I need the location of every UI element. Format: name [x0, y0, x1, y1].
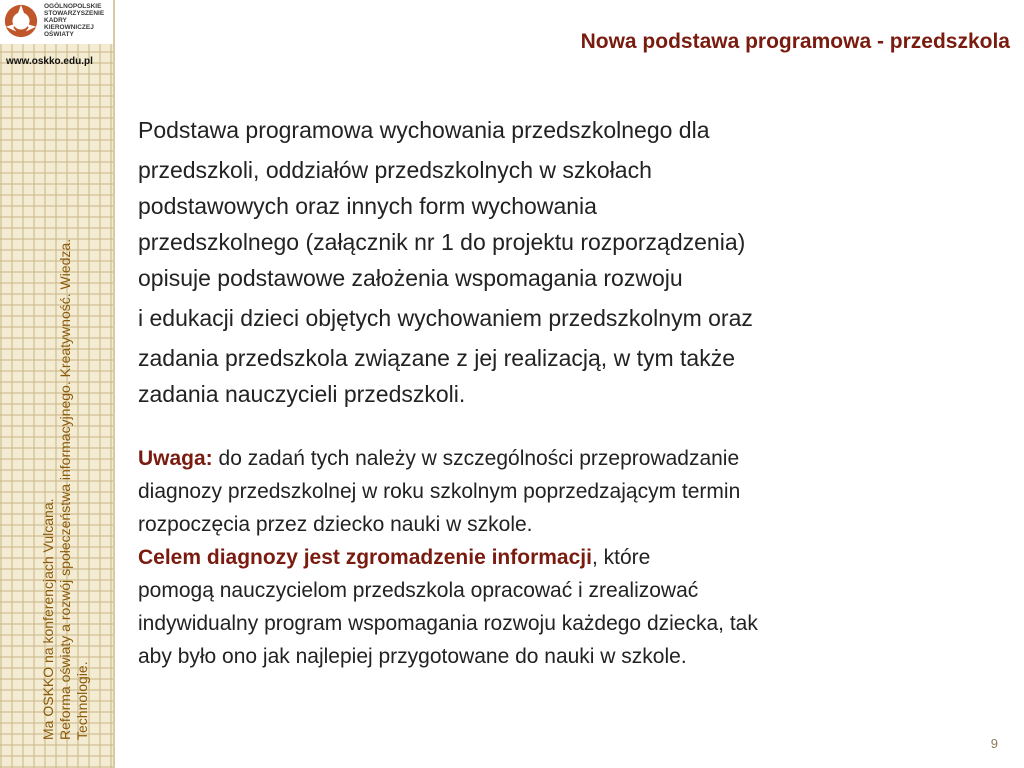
goal-line: aby było ono jak najlepiej przygotowane do nauki w szkole. — [138, 645, 687, 668]
website-link[interactable]: www.oskko.edu.pl — [6, 56, 93, 67]
caption-line: Reforma oświaty a rozwój społeczeństwa informacyjnego. Kreatywność. Wiedza. — [57, 238, 73, 740]
goal-line: pomogą nauczycielom przedszkola opracować i zrealizować — [138, 579, 699, 602]
slide-content — [138, 112, 998, 673]
paragraph-line: opisuje podstawowe założenia wspomagania rozwoju — [138, 265, 683, 291]
logo-line: KADRY — [44, 17, 67, 24]
logo-line: OGÓLNOPOLSKIE — [44, 3, 102, 10]
note-paragraph — [138, 442, 998, 673]
logo-text — [44, 3, 112, 38]
paragraph-line: podstawowych oraz innych form wychowania — [138, 193, 597, 219]
goal-bold-text: Celem diagnozy jest zgromadzenie informacji — [138, 546, 592, 569]
oskko-logo-icon — [2, 2, 40, 40]
note-label: Uwaga: — [138, 447, 213, 470]
goal-line: indywidualny program wspomagania rozwoju każdego dziecka, tak — [138, 612, 758, 635]
logo — [0, 0, 113, 44]
logo-line: STOWARZYSZENIE — [44, 10, 105, 17]
paragraph-line: Podstawa programowa wychowania przedszkolnego dla — [138, 117, 710, 143]
note-line — [138, 442, 998, 475]
logo-line: OŚWIATY — [44, 31, 74, 38]
note-line: diagnozy przedszkolnej w roku szkolnym poprzedzającym termin — [138, 480, 741, 503]
goal-text: , które — [591, 546, 651, 569]
main-paragraph — [138, 112, 998, 412]
paragraph-line: przedszkolnego (załącznik nr 1 do projektu rozporządzenia) — [138, 229, 746, 255]
caption-line: Ma OSKKO na konferencjach Vulcana. — [40, 498, 56, 740]
paragraph-line: przedszkoli, oddziałów przedszkolnych w szkołach — [138, 157, 652, 183]
slide-title: Nowa podstawa programowa - przedszkola — [580, 30, 1010, 53]
goal-line — [138, 541, 998, 574]
note-line: rozpoczęcia przez dziecko nauki w szkole. — [138, 513, 533, 536]
logo-line: KIEROWNICZEJ — [44, 24, 94, 31]
page-number: 9 — [990, 736, 998, 751]
paragraph-line: zadania przedszkola związane z jej realizacją, w tym także — [138, 345, 735, 371]
note-text: do zadań tych należy w szczególności przeprowadzanie — [212, 447, 740, 470]
caption-line: Technologie. — [74, 661, 90, 740]
sidebar-vertical-caption — [40, 180, 91, 740]
sidebar-divider — [113, 0, 115, 768]
paragraph-line: i edukacji dzieci objętych wychowaniem przedszkolnym oraz — [138, 305, 753, 331]
paragraph-line: zadania nauczycieli przedszkoli. — [138, 381, 466, 407]
